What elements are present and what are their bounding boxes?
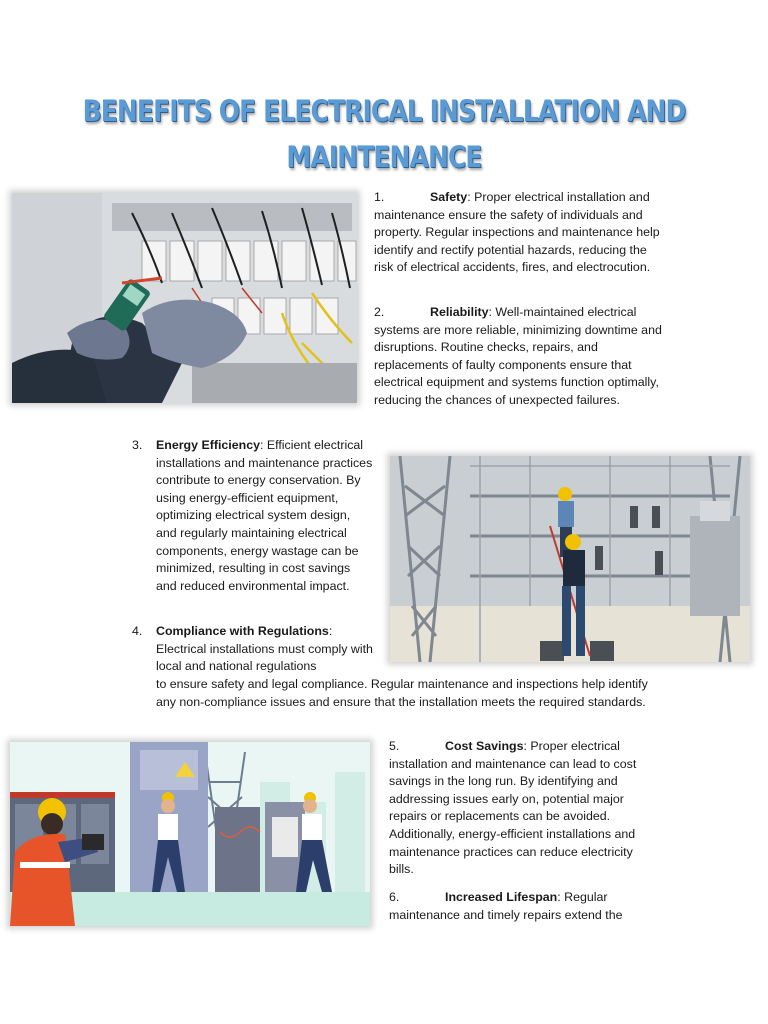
item-text: to ensure safety and legal compliance. Regular maintenance and inspections help identify any non-compliance issues and ensure that the installation meets the required standards. (156, 677, 648, 709)
item-number: 3. (132, 438, 143, 452)
item-number: 6. (389, 890, 400, 904)
item-text: : Efficient electrical installations and maintenance practices contribute to energy conservation. By using energy-efficient equipment, optimizing electrical system design, and regularly maintaining electrical components, energy wastage can be minimized, resulting in cost savings and reduced environmental impact. (156, 438, 373, 593)
item-heading: Compliance with Regulations (156, 624, 329, 638)
item-text: : Well-maintained electrical systems are more reliable, minimizing downtime and disruptions. Routine checks, repairs, and replacements of faulty components ensure that electrical equipment and systems function optimally, reducing the chances of unexpected failures. (374, 305, 662, 407)
benefit-item-4-continued (156, 676, 661, 711)
item-text: : Proper electrical installation and maintenance can lead to cost savings in the long run. By identifying and addressing issues early on, potential major repairs or replacements can be avoided. Additionally, energy-efficient installations and maintenance practices can reduce electricity bills. (389, 739, 637, 877)
item-text: : Regular maintenance and timely repairs extend the (389, 890, 623, 922)
benefit-item-6 (389, 889, 661, 924)
benefit-item-4 (132, 623, 376, 676)
electrician-panel-image (12, 193, 357, 403)
benefit-item-2 (374, 304, 664, 410)
substation-workers-image (390, 456, 750, 662)
item-number: 4. (132, 624, 143, 638)
page-title (54, 88, 714, 180)
item-heading: Energy Efficiency (156, 438, 260, 452)
benefit-item-5 (389, 738, 661, 879)
title-line-2: MAINTENANCE (286, 140, 482, 174)
item-text: : Electrical installations must comply with local and national regulations (156, 624, 373, 674)
title-line-1: BENEFITS OF ELECTRICAL INSTALLATION AND (82, 94, 686, 128)
benefit-item-3 (132, 437, 374, 595)
item-heading: Safety (430, 190, 468, 204)
item-text: : Proper electrical installation and maintenance ensure the safety of individuals and property. Regular inspections and maintenance help identify and rectify potential hazards, reducing the risk of electrical accidents, fires, and electrocution. (374, 190, 660, 275)
item-number: 5. (389, 739, 400, 753)
benefit-item-1 (374, 189, 664, 277)
item-heading: Increased Lifespan (445, 890, 558, 904)
item-heading: Reliability (430, 305, 489, 319)
item-number: 2. (374, 305, 385, 319)
item-number: 1. (374, 190, 385, 204)
item-heading: Cost Savings (445, 739, 524, 753)
illustrated-workers-image (10, 742, 370, 926)
